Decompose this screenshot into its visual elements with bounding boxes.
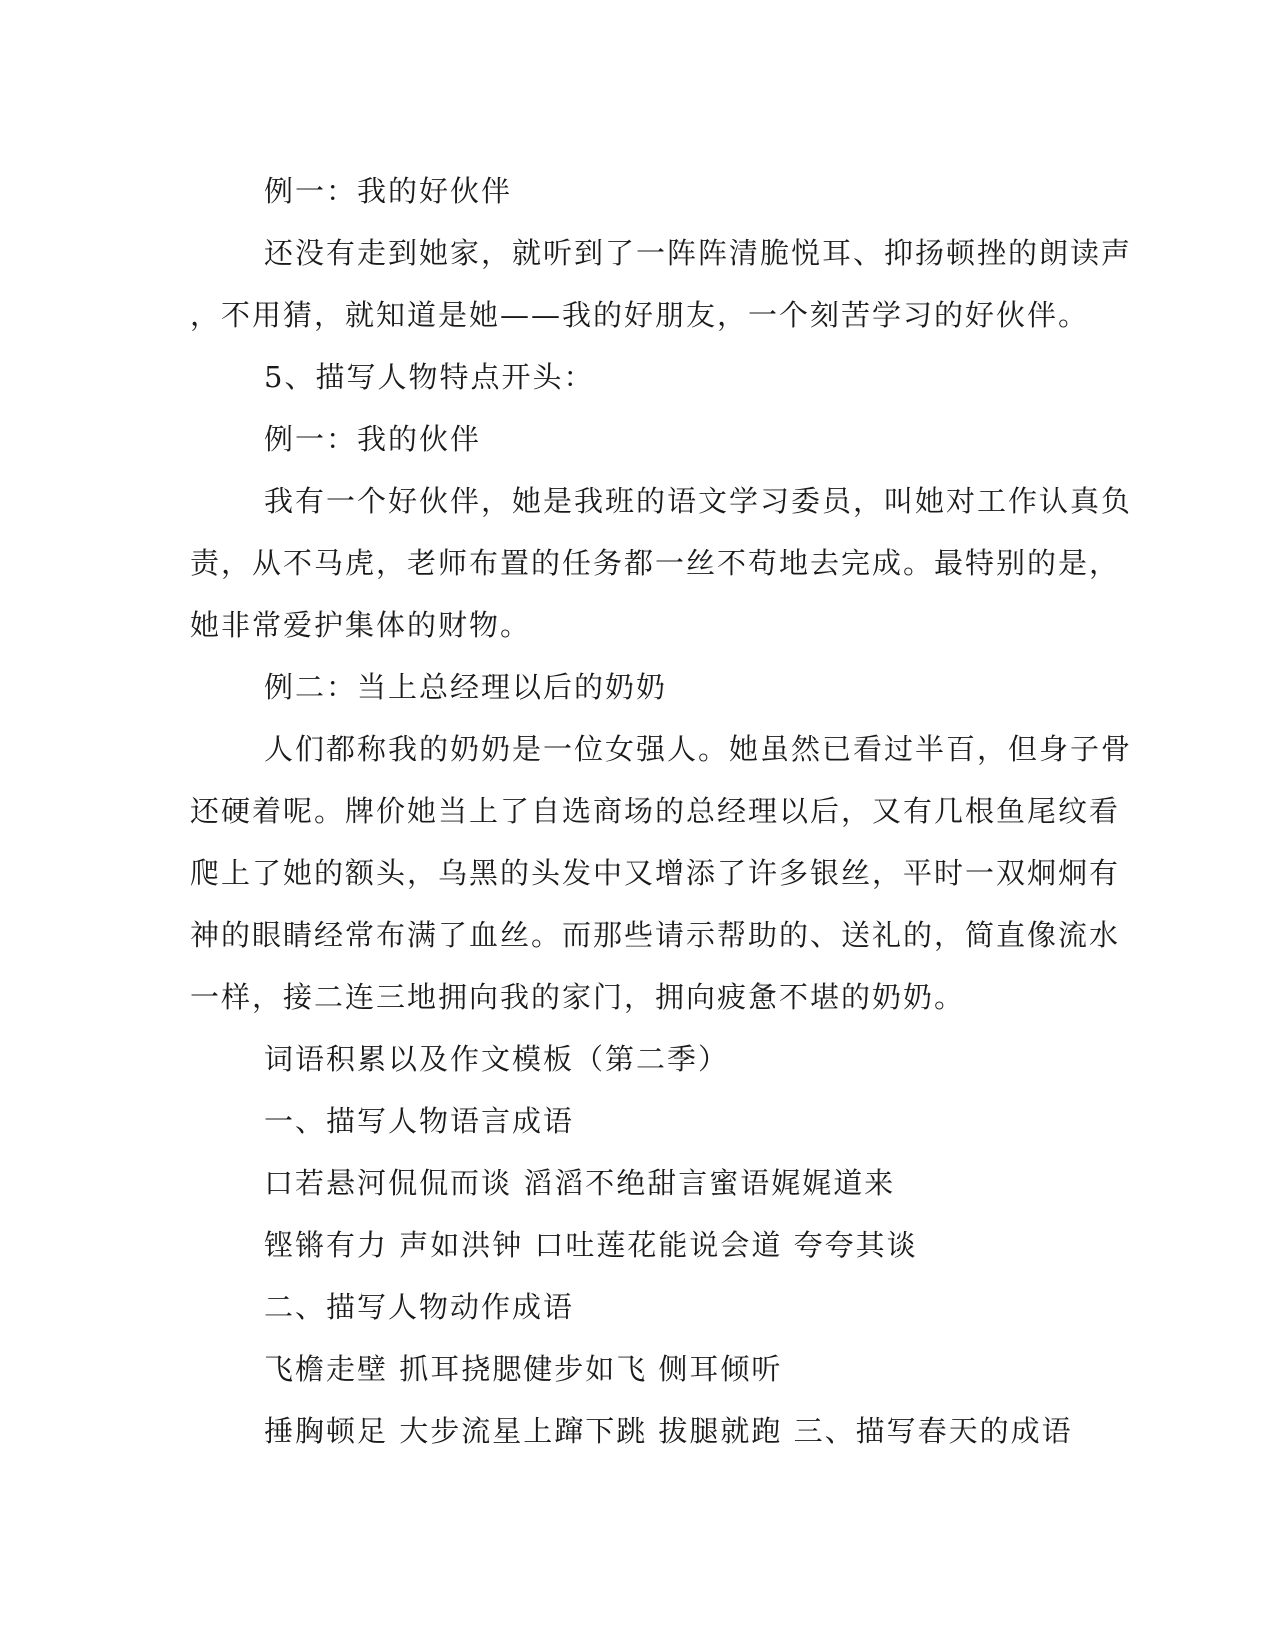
document-body <box>190 160 1133 1462</box>
paragraph-line: 一样，接二连三地拥向我的家门，拥向疲惫不堪的奶奶。 <box>190 980 966 1014</box>
section-heading: 二、描写人物动作成语 <box>264 1290 575 1324</box>
paragraph-line: 还没有走到她家，就听到了一阵阵清脆悦耳、抑扬顿挫的朗读声 <box>264 236 1133 270</box>
paragraph-line: 我有一个好伙伴，她是我班的语文学习委员，叫她对工作认真负 <box>264 484 1133 518</box>
section-heading: 5、描写人物特点开头： <box>264 360 595 394</box>
idiom-list-line: 飞檐走壁 抓耳挠腮健步如飞 侧耳倾听 <box>264 1352 783 1386</box>
paragraph-line: 爬上了她的额头，乌黑的头发中又增添了许多银丝，平时一双炯炯有 <box>190 856 1121 890</box>
idiom-list-line: 捶胸顿足 大步流星上蹿下跳 拔腿就跑 三、描写春天的成语 <box>264 1414 1073 1448</box>
example-heading: 例一：我的好伙伴 <box>264 174 513 208</box>
paragraph-line: ，不用猜，就知道是她——我的好朋友，一个刻苦学习的好伙伴。 <box>190 298 1090 332</box>
paragraph-line: 她非常爱护集体的财物。 <box>190 608 532 642</box>
paragraph-line: 人们都称我的奶奶是一位女强人。她虽然已看过半百，但身子骨 <box>264 732 1133 766</box>
paragraph-line: 责，从不马虎，老师布置的任务都一丝不苟地去完成。最特别的是， <box>190 546 1121 580</box>
example-heading: 例二：当上总经理以后的奶奶 <box>264 670 668 704</box>
section-heading: 一、描写人物语言成语 <box>264 1104 575 1138</box>
idiom-list-line: 口若悬河侃侃而谈 滔滔不绝甜言蜜语娓娓道来 <box>264 1166 896 1200</box>
idiom-list-line: 铿锵有力 声如洪钟 口吐莲花能说会道 夸夸其谈 <box>264 1228 918 1262</box>
paragraph-line: 还硬着呢。牌价她当上了自选商场的总经理以后，又有几根鱼尾纹看 <box>190 794 1121 828</box>
document-title: 词语积累以及作文模板（第二季） <box>264 1042 730 1076</box>
paragraph-line: 神的眼睛经常布满了血丝。而那些请示帮助的、送礼的，简直像流水 <box>190 918 1121 952</box>
example-heading: 例一：我的伙伴 <box>264 422 482 456</box>
